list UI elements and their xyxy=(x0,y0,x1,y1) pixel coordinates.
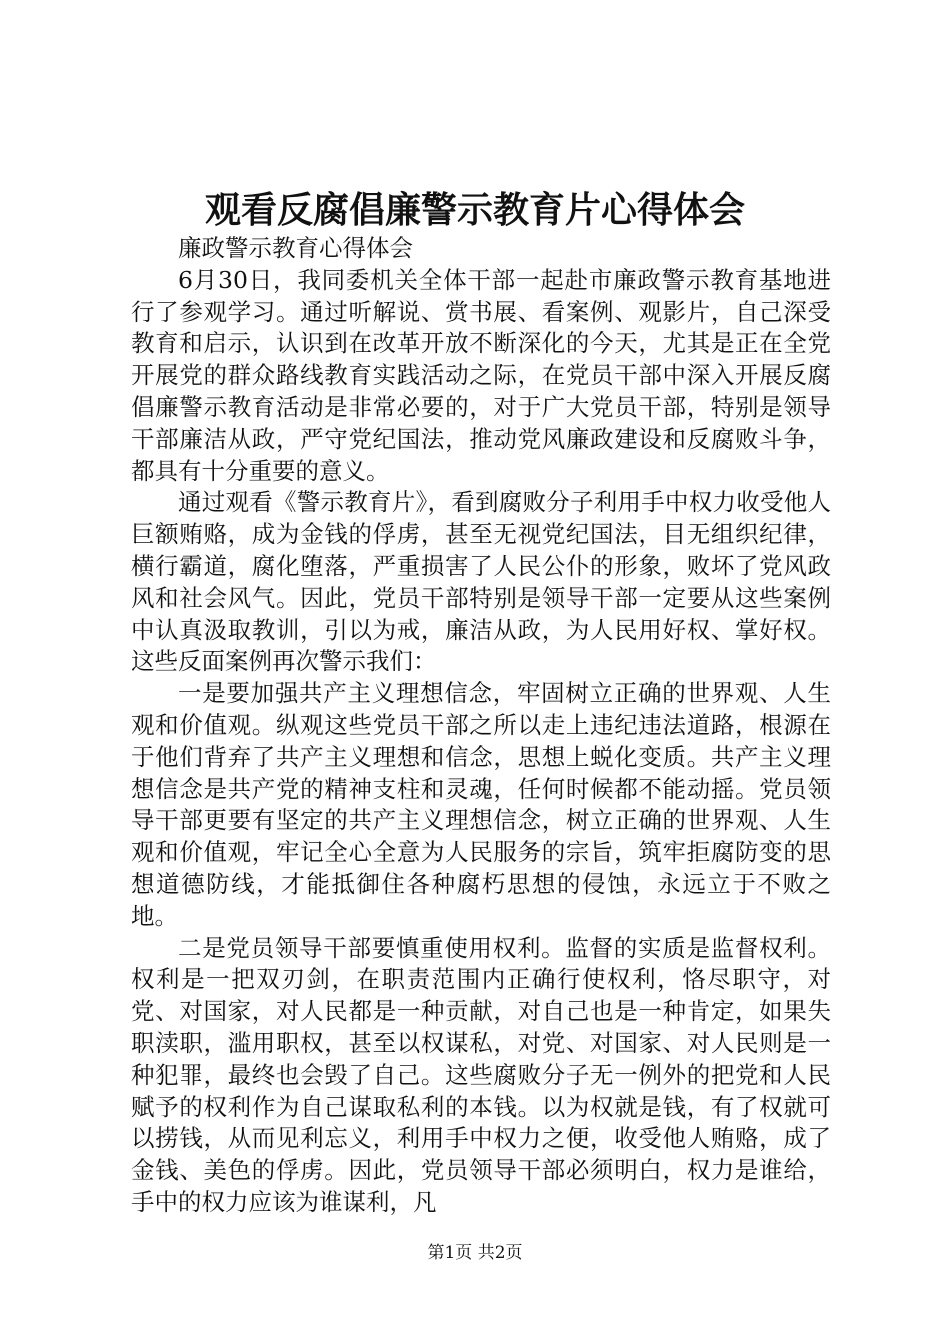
page-number-footer: 第1页 共2页 xyxy=(427,1243,523,1263)
paragraph-2: 通过观看《警示教育片》，看到腐败分子利用手中权力收受他人巨额贿赂，成为金钱的俘虏，甚至无视党纪国法，目无组织纪律，横行霸道，腐化堕落，严重损害了人民公仆的形象，败坏了党风政风和社会风气。因此，党员干部特别是领导干部一定要从这些案例中认真汲取教训，引以为戒，廉洁从政，为人民用好权、掌好权。这些反面案例再次警示我们： xyxy=(131,488,831,676)
document-title: 观看反腐倡廉警示教育片心得体会 xyxy=(204,189,745,231)
document-subtitle: 廉政警示教育心得体会 xyxy=(178,234,413,262)
paragraph-3: 一是要加强共产主义理想信念，牢固树立正确的世界观、人生观和价值观。纵观这些党员干部之所以走上违纪违法道路，根源在于他们背弃了共产主义理想和信念，思想上蜕化变质。共产主义理想信念是共产党的精神支柱和灵魂，任何时候都不能动摇。党员领导干部更要有坚定的共产主义理想信念，树立正确的世界观、人生观和价值观，牢记全心全意为人民服务的宗旨，筑牢拒腐防变的思想道德防线，才能抵御住各种腐朽思想的侵蚀，永远立于不败之地。 xyxy=(131,679,831,930)
paragraph-1: 6月30日，我同委机关全体干部一起赴市廉政警示教育基地进行了参观学习。通过听解说、赏书展、看案例、观影片，自己深受教育和启示，认识到在改革开放不断深化的今天，尤其是正在全党开展党的群众路线教育实践活动之际，在党员干部中深入开展反腐倡廉警示教育活动是非常必要的，对于广大党员干部，特别是领导干部廉洁从政，严守党纪国法，推动党风廉政建设和反腐败斗争，都具有十分重要的意义。 xyxy=(131,265,831,485)
paragraph-4: 二是党员领导干部要慎重使用权利。监督的实质是监督权利。权利是一把双刃剑，在职责范围内正确行使权利，恪尽职守，对党、对国家，对人民都是一种贡献，对自己也是一种肯定，如果失职渎职，滥用职权，甚至以权谋私，对党、对国家、对人民则是一种犯罪，最终也会毁了自己。这些腐败分子无一例外的把党和人民赋予的权利作为自己谋取私利的本钱。以为权就是钱，有了权就可以捞钱，从而见利忘义，利用手中权力之便，收受他人贿赂，成了金钱、美色的俘虏。因此，党员领导干部必须明白，权力是谁给，手中的权力应该为谁谋利，凡 xyxy=(131,933,831,1216)
document-body xyxy=(131,233,831,1219)
